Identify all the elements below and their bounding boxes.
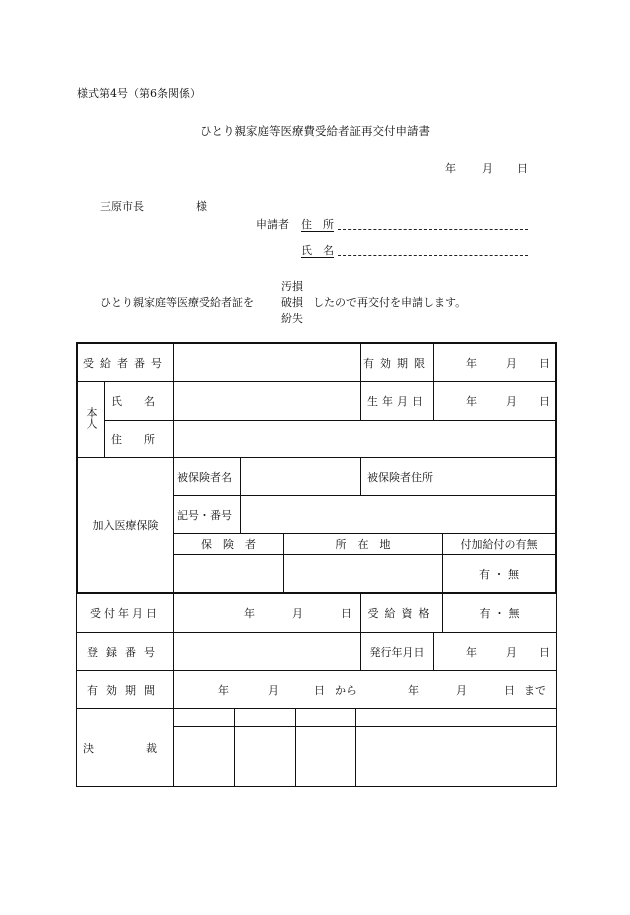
- addressee: 三原市長: [100, 200, 144, 213]
- date-month-label: 月: [482, 162, 493, 175]
- decision-stamp-4[interactable]: [356, 727, 556, 786]
- recipient-number-label: 受給者番号: [83, 356, 168, 370]
- valid-limit-field[interactable]: [434, 344, 555, 381]
- insurance-label: 加入医療保険: [92, 519, 159, 532]
- received-day: 日: [341, 607, 352, 620]
- received-date-label: 受付年月日: [90, 607, 160, 620]
- period-end-month: 月: [456, 683, 467, 697]
- period-start-year: 年: [218, 683, 229, 697]
- insured-name-label: 被保険者名: [177, 470, 232, 484]
- extra-benefit-choice[interactable]: 有 ・ 無: [479, 567, 519, 581]
- received-month: 月: [292, 607, 303, 620]
- eligibility-label: 受給資格: [367, 607, 436, 620]
- insured-name-field[interactable]: [241, 458, 360, 495]
- form-number: 様式第4号（第6条関係）: [77, 87, 201, 100]
- received-year: 年: [244, 607, 255, 620]
- birth-date-field[interactable]: [434, 382, 555, 420]
- symbol-number-field[interactable]: [241, 496, 555, 533]
- extra-benefit-header: 付加給付の有無: [460, 538, 538, 551]
- page-title: ひとり親家庭等医療費受給者証再交付申請書: [200, 124, 430, 138]
- date-year-label: 年: [445, 162, 456, 175]
- address-field[interactable]: [338, 229, 528, 230]
- period-end-year: 年: [408, 683, 419, 697]
- valid-limit-label: 有効期限: [363, 356, 431, 370]
- date-day-label: 日: [517, 162, 528, 175]
- address-label: [301, 216, 334, 232]
- insurer-field[interactable]: [174, 555, 283, 592]
- issue-date-label: 発行年月日: [369, 645, 425, 659]
- reason-soiled[interactable]: 汚損: [281, 280, 303, 293]
- birth-month: 月: [506, 395, 517, 408]
- name-field[interactable]: [338, 255, 528, 256]
- issue-date-field[interactable]: [434, 633, 556, 670]
- received-date-field[interactable]: [174, 594, 360, 632]
- valid-period-field[interactable]: [174, 671, 556, 708]
- birth-year: 年: [466, 395, 477, 408]
- name-row-label: 氏 名: [111, 395, 155, 408]
- period-start-month: 月: [268, 683, 279, 697]
- issue-month: 月: [506, 645, 517, 659]
- decision-stamp-1[interactable]: [174, 727, 234, 786]
- registration-number-field[interactable]: [174, 633, 360, 670]
- recipient-name-field[interactable]: [174, 382, 360, 420]
- reason-damaged[interactable]: 破損: [281, 296, 303, 309]
- valid-limit-year: 年: [466, 356, 477, 370]
- name-label-text: 氏 名: [301, 244, 334, 257]
- valid-period-label: 有効期間: [87, 683, 163, 697]
- location-header: 所 在 地: [335, 538, 391, 551]
- valid-limit-day: 日: [539, 356, 550, 370]
- birth-day: 日: [539, 395, 550, 408]
- reason-lost[interactable]: 紛失: [281, 312, 303, 325]
- self-label: 本人: [85, 407, 98, 429]
- applicant-label: 申請者: [256, 218, 289, 231]
- period-start-day: 日: [314, 683, 325, 697]
- period-until: まで: [524, 683, 546, 697]
- period-from: から: [335, 683, 357, 697]
- issue-day: 日: [539, 645, 550, 659]
- decision-stamp-3[interactable]: [296, 727, 355, 786]
- insured-address-label: 被保険者住所: [367, 470, 433, 484]
- address-row-label: 住 所: [111, 433, 155, 446]
- decision-label: 決 裁: [83, 741, 167, 755]
- birth-date-label: 生年月日: [367, 395, 427, 408]
- recipient-address-field[interactable]: [174, 421, 555, 457]
- statement-suffix: したので再交付を申請します。: [313, 296, 467, 309]
- registration-number-label: 登録番号: [87, 645, 163, 659]
- statement-prefix: ひとり親家庭等医療受給者証を: [100, 296, 254, 309]
- insurer-header: 保 険 者: [201, 538, 256, 551]
- address-label-text: 住 所: [301, 218, 334, 231]
- symbol-number-label: 記号・番号: [177, 508, 232, 522]
- decision-stamp-2[interactable]: [235, 727, 295, 786]
- recipient-number-field[interactable]: [174, 344, 360, 381]
- location-field[interactable]: [284, 555, 442, 592]
- name-label: [301, 242, 334, 258]
- period-end-day: 日: [504, 683, 515, 697]
- eligibility-choice[interactable]: 有 ・ 無: [479, 607, 520, 620]
- issue-year: 年: [466, 645, 477, 659]
- valid-limit-month: 月: [506, 356, 517, 370]
- honorific: 様: [196, 200, 207, 213]
